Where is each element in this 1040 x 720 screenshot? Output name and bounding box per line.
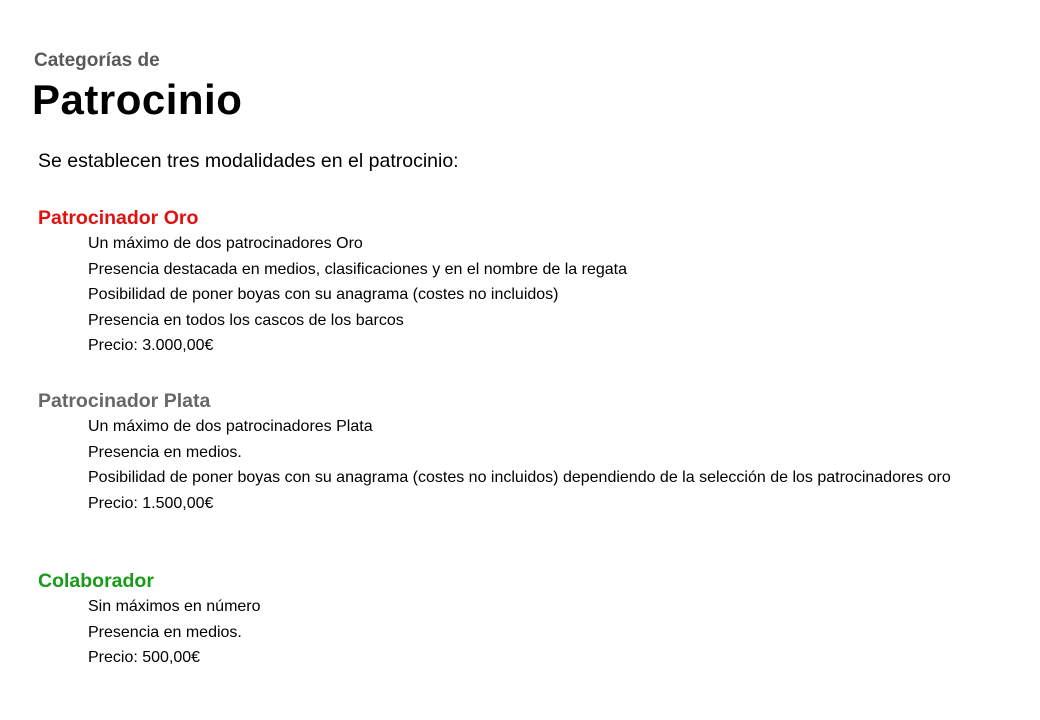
slide-title: Patrocinio xyxy=(32,76,243,123)
list-item: Sin máximos en número xyxy=(88,598,261,615)
section-colaborador xyxy=(38,568,1018,671)
list-plata xyxy=(38,414,1018,516)
list-item: Precio: 1.500,00€ xyxy=(88,494,214,512)
list-item: Precio: 3.000,00€ xyxy=(88,337,214,354)
list-item: Un máximo de dos patrocinadores Plata xyxy=(88,418,373,435)
list-item: Presencia en medios. xyxy=(88,623,242,641)
list-colaborador xyxy=(38,594,1018,671)
list-item: Un máximo de dos patrocinadores Oro xyxy=(88,235,363,252)
list-item: Presencia en medios. xyxy=(88,443,242,461)
section-plata xyxy=(38,388,1018,516)
section-title-oro: Patrocinador Oro xyxy=(38,207,199,229)
section-title-colaborador: Colaborador xyxy=(38,570,154,592)
list-item: Precio: 500,00€ xyxy=(88,649,201,666)
slide-subtitle: Categorías de xyxy=(34,50,160,71)
section-title-plata: Patrocinador Plata xyxy=(38,390,211,412)
list-item: Posibilidad de poner boyas con su anagrama (costes no incluidos) dependiendo de la selección de los patrocinadores oro xyxy=(88,469,951,486)
section-oro xyxy=(38,205,1018,359)
list-oro xyxy=(38,231,1018,359)
list-item: Presencia destacada en medios, clasificaciones y en el nombre de la regata xyxy=(88,260,627,278)
intro-text: Se establecen tres modalidades en el patrocinio: xyxy=(38,150,459,172)
list-item: Posibilidad de poner boyas con su anagrama (costes no incluidos) xyxy=(88,286,559,303)
list-item: Presencia en todos los cascos de los barcos xyxy=(88,311,404,329)
